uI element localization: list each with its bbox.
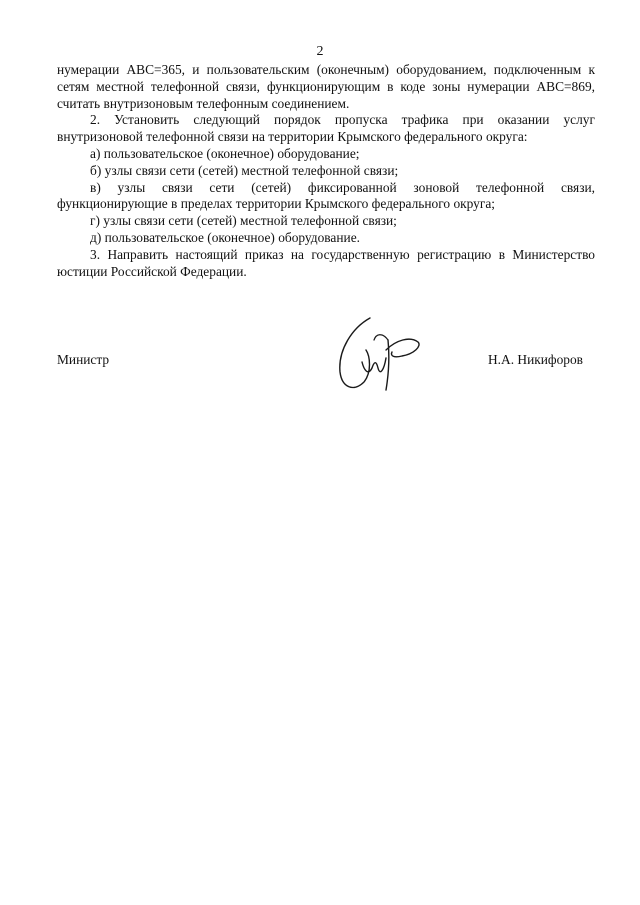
list-item-b: б) узлы связи сети (сетей) местной телефонной связи; — [90, 162, 399, 178]
list-item-v: в) узлы связи сети (сетей) фиксированной зоновой телефонной связи, функционирующие в пределах территории Крымского федерального округа; — [57, 179, 595, 212]
list-item-a: а) пользовательское (оконечное) оборудование; — [90, 145, 360, 161]
list-item-g: г) узлы связи сети (сетей) местной телефонной связи; — [90, 213, 397, 229]
paragraph-item-2: 2. Установить следующий порядок пропуска трафика при оказании услуг внутризоновой телефонной связи на территории Крымского федерального округа: — [57, 112, 595, 145]
paragraph-item-3: 3. Направить настоящий приказ на государственную регистрацию в Министерство юстиции Российской Федерации. — [57, 246, 595, 279]
signer-name: Н.А. Никифоров — [488, 352, 583, 367]
page-number: 2 — [316, 44, 324, 59]
paragraph-continuation: нумерации АВС=365, и пользовательским (оконечным) оборудованием, подключенным к сетям местной телефонной связи, функционирующим в коде зоны нумерации АВС=869, считать внутризоновым телефонным соединением. — [57, 62, 595, 111]
signature-row — [57, 352, 583, 372]
handwritten-signature — [330, 310, 440, 395]
signer-position: Министр — [57, 352, 110, 367]
list-item-d: д) пользовательское (оконечное) оборудование. — [90, 229, 361, 245]
document-body — [57, 62, 595, 280]
